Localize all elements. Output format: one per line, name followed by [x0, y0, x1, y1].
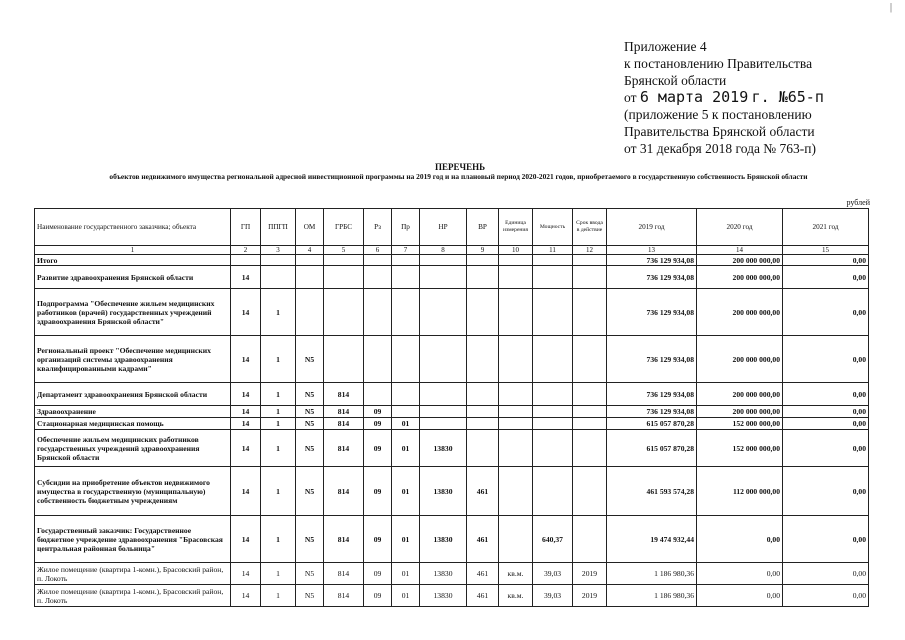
table-cell: 2019 — [573, 585, 607, 607]
column-index: 2 — [231, 246, 261, 255]
table-cell — [392, 336, 420, 383]
column-index: 13 — [607, 246, 697, 255]
appendix-line-2: к постановлению Правительства — [624, 56, 813, 71]
table-row — [35, 336, 869, 383]
table-cell: 19 474 932,44 — [607, 516, 697, 563]
table-cell: 1 — [261, 289, 296, 336]
table-cell: N5 — [296, 563, 324, 585]
table-cell: N5 — [296, 406, 324, 418]
appendix-line-5: (приложение 5 к постановлению — [624, 107, 812, 122]
table-cell: 01 — [392, 467, 420, 516]
row-name-cell: Здравоохранение — [35, 406, 231, 418]
column-index: 14 — [697, 246, 783, 255]
table-cell: 01 — [392, 516, 420, 563]
table-cell — [573, 406, 607, 418]
table-cell: 814 — [324, 418, 364, 430]
table-cell: 736 129 934,08 — [607, 383, 697, 406]
row-name-cell: Жилое помещение (квартира 1-комн.), Брасовский район, п. Локоть — [35, 563, 231, 585]
table-cell: 14 — [231, 585, 261, 607]
table-cell — [573, 266, 607, 289]
table-cell — [467, 336, 499, 383]
table-cell: 14 — [231, 266, 261, 289]
table-cell: 1 — [261, 336, 296, 383]
table-cell: 09 — [364, 406, 392, 418]
currency-unit: рублей — [846, 198, 870, 207]
table-cell: 814 — [324, 383, 364, 406]
appendix-line-6: Правительства Брянской области — [624, 124, 815, 139]
header-2020: 2020 год — [697, 209, 783, 246]
table-cell — [467, 430, 499, 467]
row-name-cell: Государственный заказчик: Государственное бюджетное учреждение здравоохранения "Брасовская центральная районная больница" — [35, 516, 231, 563]
table-cell: 1 — [261, 406, 296, 418]
table-cell: кв.м. — [499, 585, 533, 607]
table-cell — [420, 266, 467, 289]
table-body — [35, 209, 869, 607]
table-cell: 200 000 000,00 — [697, 289, 783, 336]
appendix-line-7: от 31 декабря 2018 года № 763-п) — [624, 141, 817, 156]
table-cell: 1 — [261, 430, 296, 467]
table-cell: 152 000 000,00 — [697, 430, 783, 467]
table-cell — [392, 406, 420, 418]
table-cell: 01 — [392, 430, 420, 467]
table-cell — [324, 255, 364, 266]
table-cell — [467, 255, 499, 266]
table-cell: 0,00 — [783, 383, 869, 406]
column-index: 9 — [467, 246, 499, 255]
table-cell: 0,00 — [783, 467, 869, 516]
table-cell: N5 — [296, 383, 324, 406]
table-cell: 1 186 980,36 — [607, 585, 697, 607]
table-row — [35, 289, 869, 336]
row-name-cell: Региональный проект "Обеспечение медицинских организаций системы здравоохранения квалифицированными кадрами" — [35, 336, 231, 383]
column-index-row — [35, 246, 869, 255]
table-cell — [364, 266, 392, 289]
table-cell: 01 — [392, 418, 420, 430]
table-cell: 461 — [467, 516, 499, 563]
header-commission: Срок ввода в действие — [573, 209, 607, 246]
table-row — [35, 585, 869, 607]
table-cell — [499, 430, 533, 467]
table-cell: 200 000 000,00 — [697, 406, 783, 418]
table-cell — [296, 255, 324, 266]
column-index: 11 — [533, 246, 573, 255]
table-cell: 461 593 574,28 — [607, 467, 697, 516]
table-row — [35, 516, 869, 563]
table-cell — [533, 467, 573, 516]
table-cell — [499, 418, 533, 430]
table-row — [35, 383, 869, 406]
table-cell — [573, 516, 607, 563]
table-cell — [296, 289, 324, 336]
appendix-block — [624, 38, 894, 157]
table-cell — [420, 383, 467, 406]
table-cell: 0,00 — [697, 585, 783, 607]
table-cell: 0,00 — [783, 336, 869, 383]
table-cell: 112 000 000,00 — [697, 467, 783, 516]
table-cell: 01 — [392, 585, 420, 607]
column-index: 5 — [324, 246, 364, 255]
table-cell: 14 — [231, 516, 261, 563]
table-cell — [573, 255, 607, 266]
table-row — [35, 467, 869, 516]
table-cell — [364, 255, 392, 266]
table-cell: 461 — [467, 585, 499, 607]
table-cell: 14 — [231, 467, 261, 516]
table-cell — [499, 516, 533, 563]
table-cell — [392, 266, 420, 289]
table-cell: 0,00 — [783, 430, 869, 467]
table-cell: 0,00 — [783, 255, 869, 266]
table-cell: N5 — [296, 430, 324, 467]
table-cell — [499, 406, 533, 418]
table-cell — [392, 383, 420, 406]
column-index: 10 — [499, 246, 533, 255]
table-cell — [467, 383, 499, 406]
row-name-cell: Стационарная медицинская помощь — [35, 418, 231, 430]
table-cell: 461 — [467, 563, 499, 585]
table-cell: 640,37 — [533, 516, 573, 563]
header-unit: Единица измерения — [499, 209, 533, 246]
table-row — [35, 430, 869, 467]
header-2021: 2021 год — [783, 209, 869, 246]
table-cell — [261, 255, 296, 266]
table-row — [35, 563, 869, 585]
table-cell: 09 — [364, 563, 392, 585]
table-cell — [573, 383, 607, 406]
appendix-line-1: Приложение 4 — [624, 39, 707, 54]
table-cell: 09 — [364, 467, 392, 516]
table-cell: 615 057 870,28 — [607, 418, 697, 430]
table-cell: 200 000 000,00 — [697, 266, 783, 289]
table-cell: 09 — [364, 585, 392, 607]
table-cell: 13830 — [420, 585, 467, 607]
table-cell — [533, 255, 573, 266]
table-cell: 1 — [261, 418, 296, 430]
table-cell: 814 — [324, 516, 364, 563]
table-cell: N5 — [296, 336, 324, 383]
table-cell: 13830 — [420, 430, 467, 467]
table-cell: 09 — [364, 430, 392, 467]
table-cell — [533, 336, 573, 383]
table-cell: 814 — [324, 563, 364, 585]
document-subtitle: объектов недвижимого имущества региональной адресной инвестиционной программы на 2019 год и на плановый период 2020-2021 годов, приобретаемого в государственную собственность Брянской области — [109, 172, 808, 181]
table-cell: 14 — [231, 418, 261, 430]
table-cell — [467, 406, 499, 418]
table-cell: 1 — [261, 383, 296, 406]
table-cell: 14 — [231, 289, 261, 336]
table-cell — [573, 467, 607, 516]
table-cell — [467, 266, 499, 289]
table-cell: 736 129 934,08 — [607, 289, 697, 336]
table-cell: 0,00 — [697, 563, 783, 585]
row-name-cell: Итого — [35, 255, 231, 266]
table-cell: N5 — [296, 516, 324, 563]
table-cell — [573, 289, 607, 336]
table-cell — [533, 418, 573, 430]
table-cell: 814 — [324, 585, 364, 607]
table-cell: 13830 — [420, 516, 467, 563]
table-cell — [573, 336, 607, 383]
table-cell: N5 — [296, 418, 324, 430]
table-cell: 615 057 870,28 — [607, 430, 697, 467]
table-cell: 14 — [231, 563, 261, 585]
table-cell — [420, 289, 467, 336]
table-cell — [573, 418, 607, 430]
header-name: Наименование государственного заказчика; объекта — [35, 209, 231, 246]
table-cell — [364, 289, 392, 336]
table-cell: 09 — [364, 418, 392, 430]
table-cell: 14 — [231, 430, 261, 467]
row-name-cell: Подпрограмма "Обеспечение жильем медицинских работников (врачей) государственных учреждений здравоохранения Брянской области" — [35, 289, 231, 336]
table-cell — [499, 383, 533, 406]
row-name-cell: Жилое помещение (квартира 1-комн.), Брасовский район, п. Локоть — [35, 585, 231, 607]
table-cell — [324, 289, 364, 336]
table-cell — [324, 336, 364, 383]
appendix-line-4 — [624, 89, 894, 106]
table-cell — [392, 255, 420, 266]
column-index: 7 — [392, 246, 420, 255]
table-row — [35, 406, 869, 418]
column-index: 12 — [573, 246, 607, 255]
table-cell — [533, 406, 573, 418]
table-cell: 200 000 000,00 — [697, 383, 783, 406]
header-gp: ГП — [231, 209, 261, 246]
row-name-cell: Департамент здравоохранения Брянской области — [35, 383, 231, 406]
table-cell: 1 — [261, 563, 296, 585]
table-cell: 0,00 — [783, 289, 869, 336]
table-cell — [261, 266, 296, 289]
table-cell — [324, 266, 364, 289]
table-cell: 0,00 — [783, 418, 869, 430]
table-cell — [364, 383, 392, 406]
header-capacity: Мощность — [533, 209, 573, 246]
table-cell: 152 000 000,00 — [697, 418, 783, 430]
table-cell: 13830 — [420, 467, 467, 516]
header-ppgp: ППГП — [261, 209, 296, 246]
header-om: ОМ — [296, 209, 324, 246]
header-vr: ВР — [467, 209, 499, 246]
table-cell — [467, 289, 499, 336]
header-row — [35, 209, 869, 246]
header-rz: Рз — [364, 209, 392, 246]
table-row — [35, 266, 869, 289]
appendix-date: 6 марта 2019 — [639, 88, 749, 106]
table-cell: 39,03 — [533, 585, 573, 607]
table-cell: 1 — [261, 585, 296, 607]
table-cell — [499, 289, 533, 336]
table-cell: 200 000 000,00 — [697, 336, 783, 383]
table-cell: 2019 — [573, 563, 607, 585]
table-cell — [573, 430, 607, 467]
table-cell: 0,00 — [783, 516, 869, 563]
table-cell: 814 — [324, 467, 364, 516]
table-cell — [420, 255, 467, 266]
table-cell — [364, 336, 392, 383]
row-name-cell: Развитие здравоохранения Брянской области — [35, 266, 231, 289]
appendix-number: 65-п — [787, 88, 824, 106]
table-cell: 0,00 — [783, 406, 869, 418]
table-cell: 0,00 — [697, 516, 783, 563]
table-cell — [533, 266, 573, 289]
table-cell: 736 129 934,08 — [607, 336, 697, 383]
corner-mark: | — [890, 2, 893, 13]
table-row — [35, 255, 869, 266]
table-cell: 14 — [231, 383, 261, 406]
row-name-cell: Субсидии на приобретение объектов недвижимого имущества в государственную (муниципальную) собственность бюджетным учреждениям — [35, 467, 231, 516]
table-cell: 13830 — [420, 563, 467, 585]
table-cell: 1 186 980,36 — [607, 563, 697, 585]
table-cell — [533, 289, 573, 336]
table-cell — [533, 430, 573, 467]
table-cell — [392, 289, 420, 336]
table-cell: 1 — [261, 516, 296, 563]
table-cell: N5 — [296, 585, 324, 607]
table-cell — [499, 336, 533, 383]
column-index: 8 — [420, 246, 467, 255]
table-cell: 461 — [467, 467, 499, 516]
appendix-line-3: Брянской области — [624, 73, 727, 88]
table-cell: 0,00 — [783, 266, 869, 289]
table-cell — [467, 418, 499, 430]
table-cell: 200 000 000,00 — [697, 255, 783, 266]
table-cell — [231, 255, 261, 266]
table-cell: 814 — [324, 430, 364, 467]
appendix-date-mid: г. № — [751, 88, 788, 106]
table-row — [35, 418, 869, 430]
table-cell: 14 — [231, 406, 261, 418]
table-cell: 1 — [261, 467, 296, 516]
column-index: 3 — [261, 246, 296, 255]
table-cell — [499, 255, 533, 266]
table-cell: 09 — [364, 516, 392, 563]
column-index: 1 — [35, 246, 231, 255]
header-pr: Пр — [392, 209, 420, 246]
column-index: 4 — [296, 246, 324, 255]
table-cell: 01 — [392, 563, 420, 585]
column-index: 15 — [783, 246, 869, 255]
table-cell: кв.м. — [499, 563, 533, 585]
table-cell — [420, 406, 467, 418]
objects-table — [34, 208, 869, 607]
table-cell — [420, 336, 467, 383]
table-cell: 14 — [231, 336, 261, 383]
table-cell: N5 — [296, 467, 324, 516]
table-cell: 0,00 — [783, 585, 869, 607]
table-cell: 736 129 934,08 — [607, 255, 697, 266]
table-cell: 0,00 — [783, 563, 869, 585]
row-name-cell: Обеспечение жильем медицинских работников государственных учреждений здравоохранения Брянской области — [35, 430, 231, 467]
table-cell: 814 — [324, 406, 364, 418]
document-title: ПЕРЕЧЕНЬ — [434, 162, 486, 172]
column-index: 6 — [364, 246, 392, 255]
header-grbs: ГРБС — [324, 209, 364, 246]
table-cell — [533, 383, 573, 406]
table-cell — [499, 467, 533, 516]
table-cell — [499, 266, 533, 289]
header-nr: НР — [420, 209, 467, 246]
table-cell: 736 129 934,08 — [607, 406, 697, 418]
table-cell — [296, 266, 324, 289]
appendix-date-prefix: от — [624, 90, 637, 105]
header-2019: 2019 год — [607, 209, 697, 246]
table-cell: 736 129 934,08 — [607, 266, 697, 289]
table-cell — [420, 418, 467, 430]
table-cell: 39,03 — [533, 563, 573, 585]
